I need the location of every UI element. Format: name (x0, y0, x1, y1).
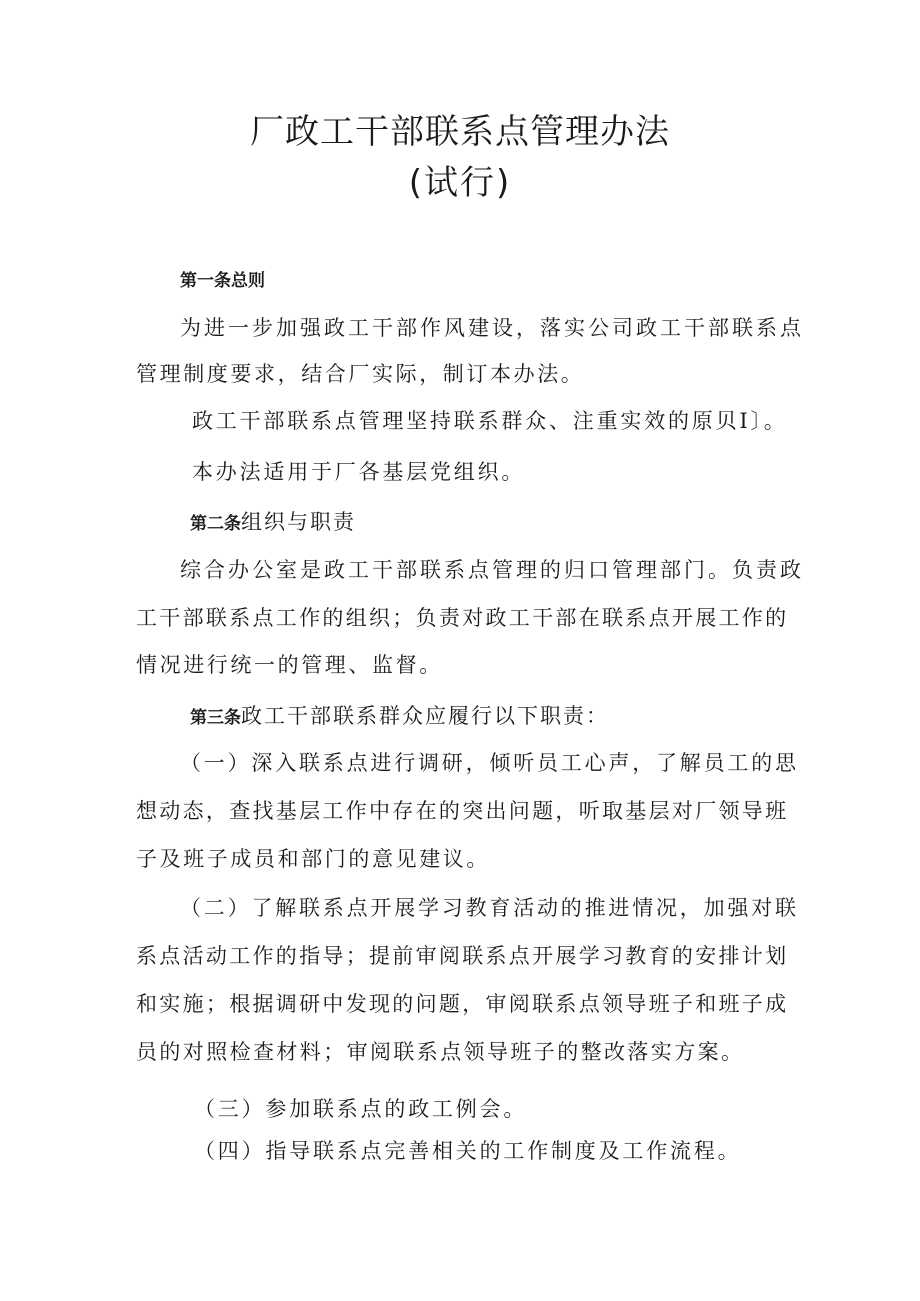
document-subtitle: (试行) (408, 163, 512, 203)
article-2-para-line-2: 工干部联系点工作的组织；负责对政工干部在联系点开展工作的 (136, 606, 789, 630)
article-3-item-2-line-3: 和实施；根据调研中发现的问题，审阅联系点领导班子和班子成 (136, 992, 789, 1016)
article-2-number: 第二条 (190, 514, 241, 534)
article-3-item-2-line-1: （二）了解联系点开展学习教育活动的推进情况，加强对联 (180, 896, 799, 920)
article-2-para-line-3: 情况进行统一的管理、监督。 (136, 653, 443, 677)
article-1-para-2: 政工干部联系点管理坚持联系群众、注重实效的原贝I〕。 (192, 409, 788, 433)
article-3-item-2-line-4: 员的对照检查材料；审阅联系点领导班子的整改落实方案。 (136, 1040, 745, 1064)
article-1-heading: 第一条总则 (180, 271, 265, 291)
article-3-item-4: （四）指导联系点完善相关的工作制度及工作流程。 (194, 1139, 742, 1163)
article-1-para-3: 本办法适用于厂各基层党组织。 (192, 460, 526, 484)
article-2-para-line-1: 综合办公室是政工干部联系点管理的归口管理部门。负责政 (180, 558, 804, 582)
article-3-title: 政工干部联系群众应履行以下职责： (241, 704, 609, 728)
article-2-title: 组织与职责 (241, 510, 356, 534)
article-3-number: 第三条 (190, 708, 241, 728)
article-3-item-1-line-3: 子及班子成员和部门的意见建议。 (136, 847, 490, 871)
article-3-heading (190, 702, 609, 732)
document-title: 厂政工干部联系点管理办法 (250, 112, 670, 152)
article-1-para-1-line-1: 为进一步加强政工干部作风建设，落实公司政工干部联系点 (180, 316, 804, 340)
article-3-item-3: （三）参加联系点的政工例会。 (194, 1097, 528, 1121)
article-1-para-1-line-2: 管理制度要求，结合厂实际，制订本办法。 (136, 362, 585, 386)
article-3-item-1-line-1: （一）深入联系点进行调研，倾听员工心声，了解员工的思 (180, 751, 799, 775)
article-2-heading (190, 508, 356, 538)
article-3-item-2-line-2: 系点活动工作的指导；提前审阅联系点开展学习教育的安排计划 (136, 944, 789, 968)
article-3-item-1-line-2: 想动态，查找基层工作中存在的突出问题，听取基层对厂领导班 (136, 799, 789, 823)
